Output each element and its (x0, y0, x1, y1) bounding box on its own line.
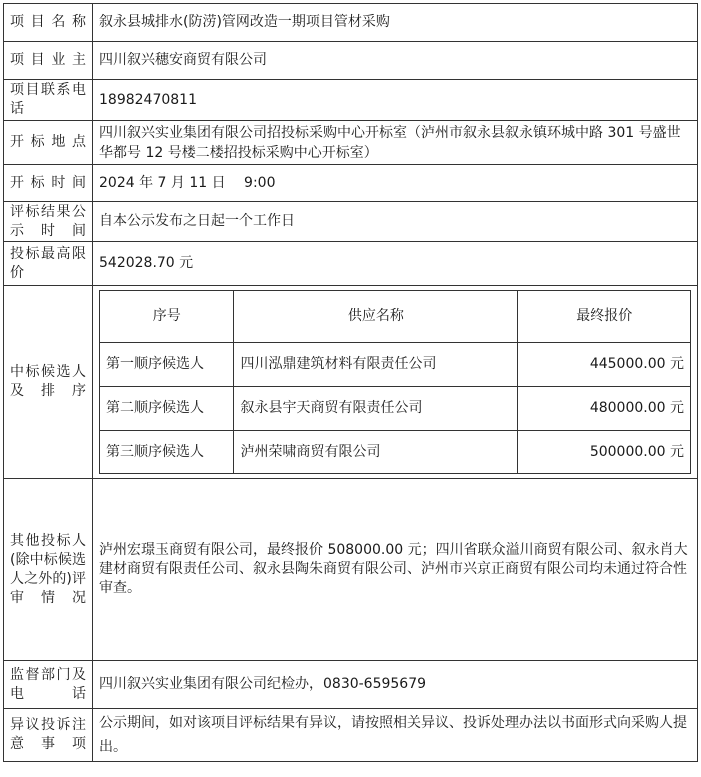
row-supervision (4, 661, 698, 709)
label-candidates: 中标候选人及排序 (4, 286, 93, 479)
row-objection (4, 709, 698, 762)
label-supervision: 监督部门及电话 (4, 661, 93, 709)
header-price: 最终报价 (518, 291, 691, 343)
candidates-cell (93, 286, 698, 479)
candidate-price: 500000.00 元 (518, 431, 691, 474)
row-publicity (4, 202, 698, 242)
value-open-time: 2024 年 7 月 11 日 9:00 (93, 165, 698, 202)
row-candidates (4, 286, 698, 479)
candidate-rank: 第三顺序候选人 (100, 431, 234, 474)
label-publicity: 评标结果公示时间 (4, 202, 93, 242)
value-contact: 18982470811 (93, 80, 698, 121)
candidates-header-row (100, 291, 691, 343)
label-owner: 项目业主 (4, 42, 93, 80)
label-contact: 项目联系电话 (4, 80, 93, 121)
row-contact (4, 80, 698, 121)
candidate-row-2 (100, 387, 691, 431)
candidate-price: 480000.00 元 (518, 387, 691, 431)
candidate-name: 泸州荣啸商贸有限公司 (234, 431, 518, 474)
value-others: 泸州宏璟玉商贸有限公司，最终报价 508000.00 元；四川省联众溢川商贸有限公司、叙永肖大建材商贸有限责任公司、叙永县陶朱商贸有限公司、泸州市兴京正商贸有限公司均未通过符合性审查。 (93, 479, 698, 661)
label-max-price: 投标最高限价 (4, 242, 93, 286)
row-location (4, 121, 698, 165)
value-owner: 四川叙兴穗安商贸有限公司 (93, 42, 698, 80)
row-others (4, 479, 698, 661)
label-open-time: 开标时间 (4, 165, 93, 202)
candidates-table (99, 290, 691, 474)
label-others: 其他投标人(除中标候选人之外的)评审情况 (4, 479, 93, 661)
value-objection: 公示期间，如对该项目评标结果有异议，请按照相关异议、投诉处理办法以书面形式向采购人提出。 (93, 709, 698, 762)
result-table (3, 3, 698, 762)
value-max-price: 542028.70 元 (93, 242, 698, 286)
header-name: 供应名称 (234, 291, 518, 343)
value-location: 四川叙兴实业集团有限公司招投标采购中心开标室（泸州市叙永县叙永镇环城中路 301 号盛世华都号 12 号楼二楼招投标采购中心开标室） (93, 121, 698, 165)
label-location: 开标地点 (4, 121, 93, 165)
label-project-name: 项目名称 (4, 4, 93, 42)
candidate-row-3 (100, 431, 691, 474)
label-objection: 异议投诉注意事项 (4, 709, 93, 762)
header-rank: 序号 (100, 291, 234, 343)
candidate-row-1 (100, 343, 691, 387)
candidate-name: 叙永县宇天商贸有限责任公司 (234, 387, 518, 431)
row-project-name (4, 4, 698, 42)
value-supervision: 四川叙兴实业集团有限公司纪检办，0830-6595679 (93, 661, 698, 709)
candidate-price: 445000.00 元 (518, 343, 691, 387)
candidate-rank: 第二顺序候选人 (100, 387, 234, 431)
candidate-name: 四川泓鼎建筑材料有限责任公司 (234, 343, 518, 387)
row-max-price (4, 242, 698, 286)
candidate-rank: 第一顺序候选人 (100, 343, 234, 387)
value-publicity: 自本公示发布之日起一个工作日 (93, 202, 698, 242)
row-open-time (4, 165, 698, 202)
value-project-name: 叙永县城排水(防涝)管网改造一期项目管材采购 (93, 4, 698, 42)
row-owner (4, 42, 698, 80)
